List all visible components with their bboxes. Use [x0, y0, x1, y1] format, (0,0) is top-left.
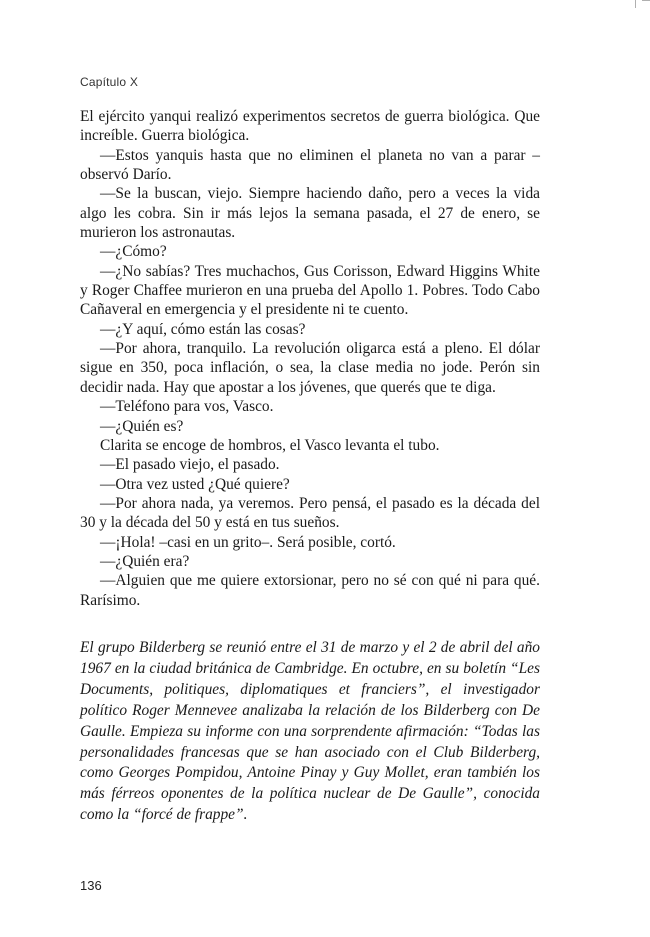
dialogue-line: —Se la buscan, viejo. Siempre haciendo daño, pero a veces la vida algo les cobra. Sin ir más lejos la semana pasada, el 27 de enero, se murieron los astronautas. — [80, 185, 540, 242]
dialogue-line: —¿Cómo? — [100, 243, 167, 261]
dialogue-line: —¿Quién es? — [100, 417, 184, 435]
historical-note — [80, 638, 540, 826]
dialogue-line: —¿No sabías? Tres muchachos, Gus Corisson, Edward Higgins White y Roger Chaffee murieron en una prueba del Apollo 1. Pobres. Todo Cabo Cañaveral en emergencia y el presidente ni te cuento. — [80, 262, 540, 319]
dialogue-line: —El pasado viejo, el pasado. — [100, 456, 280, 474]
chapter-header: Capítulo X — [80, 75, 139, 89]
crop-mark-horizontal — [642, 0, 650, 1]
page-number: 136 — [80, 878, 102, 893]
paragraph: Clarita se encoge de hombros, el Vasco levanta el tubo. — [100, 436, 440, 454]
dialogue-line: —Por ahora, tranquilo. La revolución oligarca está a pleno. El dólar sigue en 350, poca inflación, o sea, la clase media no jode. Perón sin decidir nada. Hay que apostar a los jóvenes, que querés que te diga. — [80, 340, 540, 396]
dialogue-line: —Por ahora nada, ya veremos. Pero pensá, el pasado es la década del 30 y la década del 50 y está en tus sueños. — [80, 494, 540, 532]
narrative-text — [80, 107, 540, 610]
dialogue-line: —¿Quién era? — [100, 552, 190, 570]
crop-mark-vertical — [635, 0, 636, 8]
dialogue-line: —Estos yanquis hasta que no eliminen el planeta no van a parar –observó Darío. — [80, 146, 540, 184]
paragraph: El ejército yanqui realizó experimentos secretos de guerra biológica. Que increíble. Guerra biológica. — [80, 108, 540, 145]
dialogue-line: —Teléfono para vos, Vasco. — [100, 398, 274, 416]
dialogue-line: —Otra vez usted ¿Qué quiere? — [100, 475, 290, 493]
italic-paragraph: El grupo Bilderberg se reunió entre el 31 de marzo y el 2 de abril del año 1967 en la ciudad británica de Cambridge. En octubre, en su boletín “Les Documents, politiques, diplomatiques et franciers”, el investigador político Roger Mennevee analizaba la relación de los Bilderberg con De Gaulle. Empieza su informe con una sorprendente afirmación: “Todas las personalidades francesas que se han asociado con el Club Bilderberg, como Georges Pompidou, Antoine Pinay y Guy Mollet, eran también los más férreos oponentes de la política nuclear de De Gaulle”, conocida como la “forcé de frappe”. — [80, 639, 540, 824]
dialogue-line: —Alguien que me quiere extorsionar, pero no sé con qué ni para qué. Rarísimo. — [80, 572, 540, 609]
dialogue-line: —¡Hola! –casi en un grito–. Será posible, cortó. — [100, 533, 396, 551]
dialogue-line: —¿Y aquí, cómo están las cosas? — [100, 320, 306, 338]
